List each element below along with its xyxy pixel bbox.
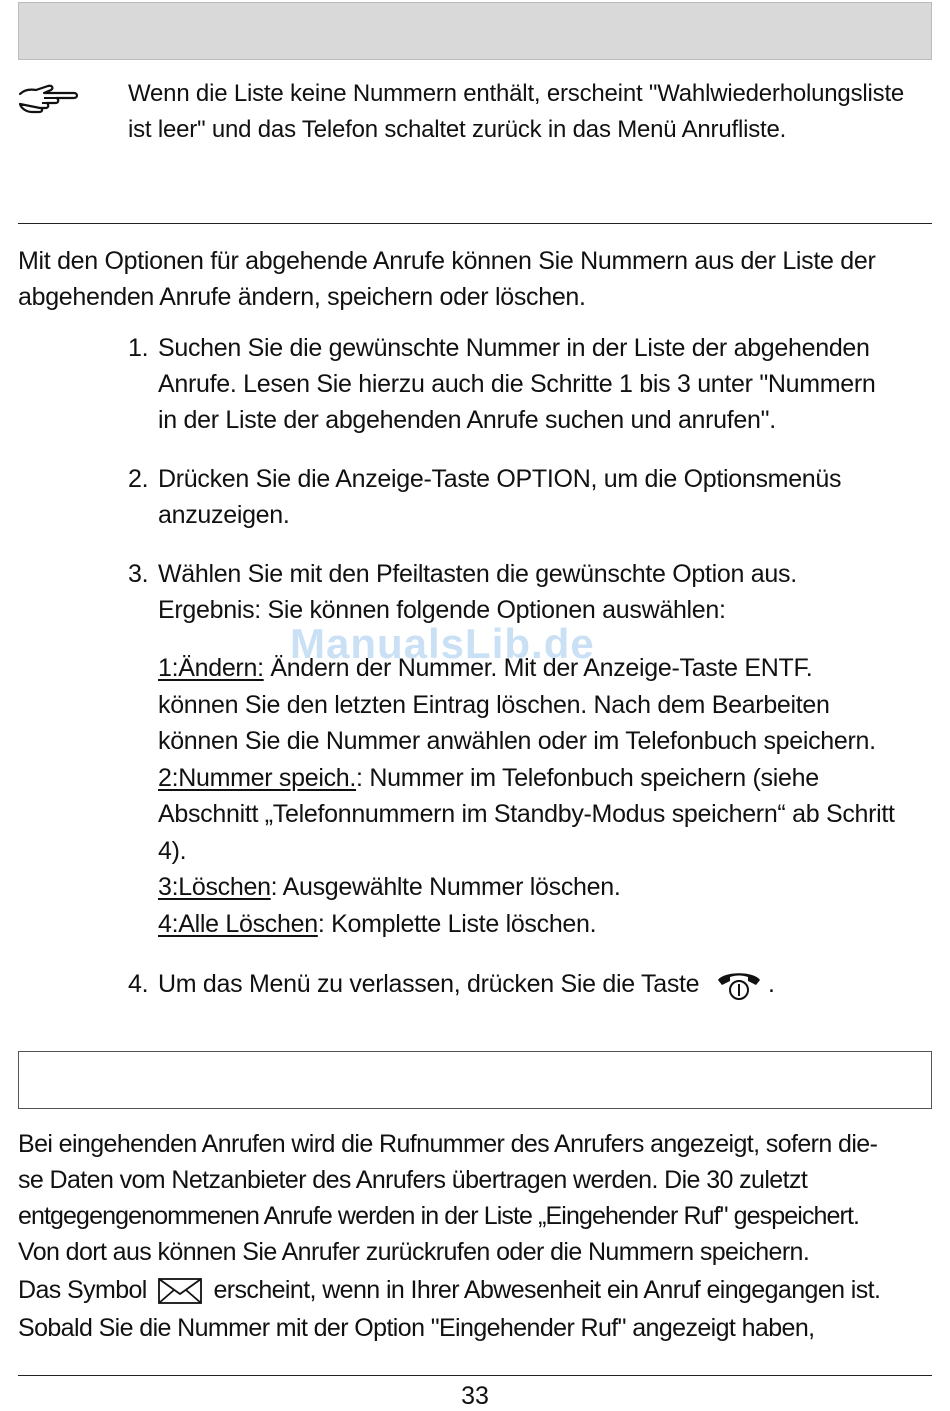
option-label: 2:Nummer speich. [158, 763, 357, 792]
option-label: 3:Löschen [158, 873, 271, 901]
incoming-line: Von dort aus können Sie Anrufer zurückrufen oder die Nummern speichern. [18, 1238, 810, 1266]
option-2 [158, 760, 948, 797]
step-line: Suchen Sie die gewünschte Nummer in der Liste der abgehenden [158, 334, 870, 362]
incoming-line: entgegengenommenen Anrufe werden in der Liste „Eingehender Ruf" gespeichert. [18, 1202, 860, 1230]
option-label: 1:Ändern: [158, 654, 264, 682]
step-4 [128, 966, 928, 1002]
option-text: : Ausgewählte Nummer löschen. [270, 873, 621, 901]
section-heading-box [18, 1051, 932, 1109]
section-header-bar [18, 2, 932, 60]
step-number: 3. [128, 560, 149, 588]
intro-paragraph [18, 243, 938, 315]
step-line: anzuzeigen. [158, 501, 290, 529]
pointing-hand-icon [18, 80, 80, 116]
incoming-line: Sobald Sie die Nummer mit der Option "Eingehender Ruf" angezeigt haben, [18, 1314, 815, 1342]
option-text: : Komplette Liste löschen. [317, 909, 597, 938]
option-text: Ändern der Nummer. Mit der Anzeige-Taste ENTF. [263, 654, 813, 682]
end-call-phone-icon [714, 968, 764, 1002]
watermark: ManualsLib.de [290, 620, 595, 667]
step-number: 4. [128, 970, 149, 998]
footer-divider [18, 1375, 932, 1376]
intro-line: Mit den Optionen für abgehende Anrufe können Sie Nummern aus der Liste der [18, 247, 876, 275]
option-label: 4:Alle Löschen [158, 909, 318, 938]
step-line: in der Liste der abgehenden Anrufe suchen und anrufen". [158, 406, 776, 434]
step-line: Wählen Sie mit den Pfeiltasten die gewünschte Option aus. [158, 560, 797, 588]
option-text: können Sie die Nummer anwählen oder im Telefonbuch speichern. [158, 727, 876, 755]
section-divider [18, 223, 932, 224]
incoming-line: Bei eingehenden Anrufen wird die Rufnummer des Anrufers angezeigt, sofern die- [18, 1130, 878, 1158]
option-3 [158, 869, 948, 906]
step-1 [128, 330, 928, 438]
note-line: Wenn die Liste keine Nummern enthält, erscheint "Wahlwiederholungsliste [128, 80, 905, 107]
step-number: 2. [128, 465, 149, 493]
option-text: Abschnitt „Telefonnummern im Standby-Modus speichern“ ab Schritt [158, 800, 895, 828]
step-text: Um das Menü zu verlassen, drücken Sie die Taste [158, 970, 700, 998]
step-line: Ergebnis: Sie können folgende Optionen auswählen: [158, 596, 726, 624]
option-text: 4). [158, 836, 187, 865]
step-line: Anrufe. Lesen Sie hierzu auch die Schritte 1 bis 3 unter "Nummern [158, 370, 876, 398]
option-text: : Nummer im Telefonbuch speichern (siehe [356, 763, 819, 792]
incoming-text: erscheint, wenn in Ihrer Abwesenheit ein Anruf eingegangen ist. [213, 1276, 881, 1304]
incoming-paragraph [18, 1126, 948, 1346]
option-4 [158, 906, 948, 943]
option-text: können Sie den letzten Eintrag löschen. Nach dem Bearbeiten [158, 690, 830, 719]
note-text [128, 76, 928, 148]
incoming-line-with-icon [18, 1272, 948, 1308]
intro-line: abgehenden Anrufe ändern, speichern oder löschen. [18, 283, 586, 311]
incoming-line: se Daten vom Netzanbieter des Anrufers übertragen werden. Die 30 zuletzt [18, 1166, 808, 1194]
page-number: 33 [461, 1382, 489, 1410]
step-2 [128, 461, 928, 533]
step-text: . [767, 970, 775, 998]
note-line: ist leer" und das Telefon schaltet zurück in das Menü Anrufliste. [128, 116, 787, 143]
options-list [158, 650, 948, 942]
step-number: 1. [128, 334, 149, 362]
envelope-icon [157, 1276, 203, 1306]
step-3 [128, 556, 928, 628]
incoming-text: Das Symbol [18, 1276, 147, 1304]
step-line: Drücken Sie die Anzeige-Taste OPTION, um die Optionsmenüs [158, 465, 842, 493]
